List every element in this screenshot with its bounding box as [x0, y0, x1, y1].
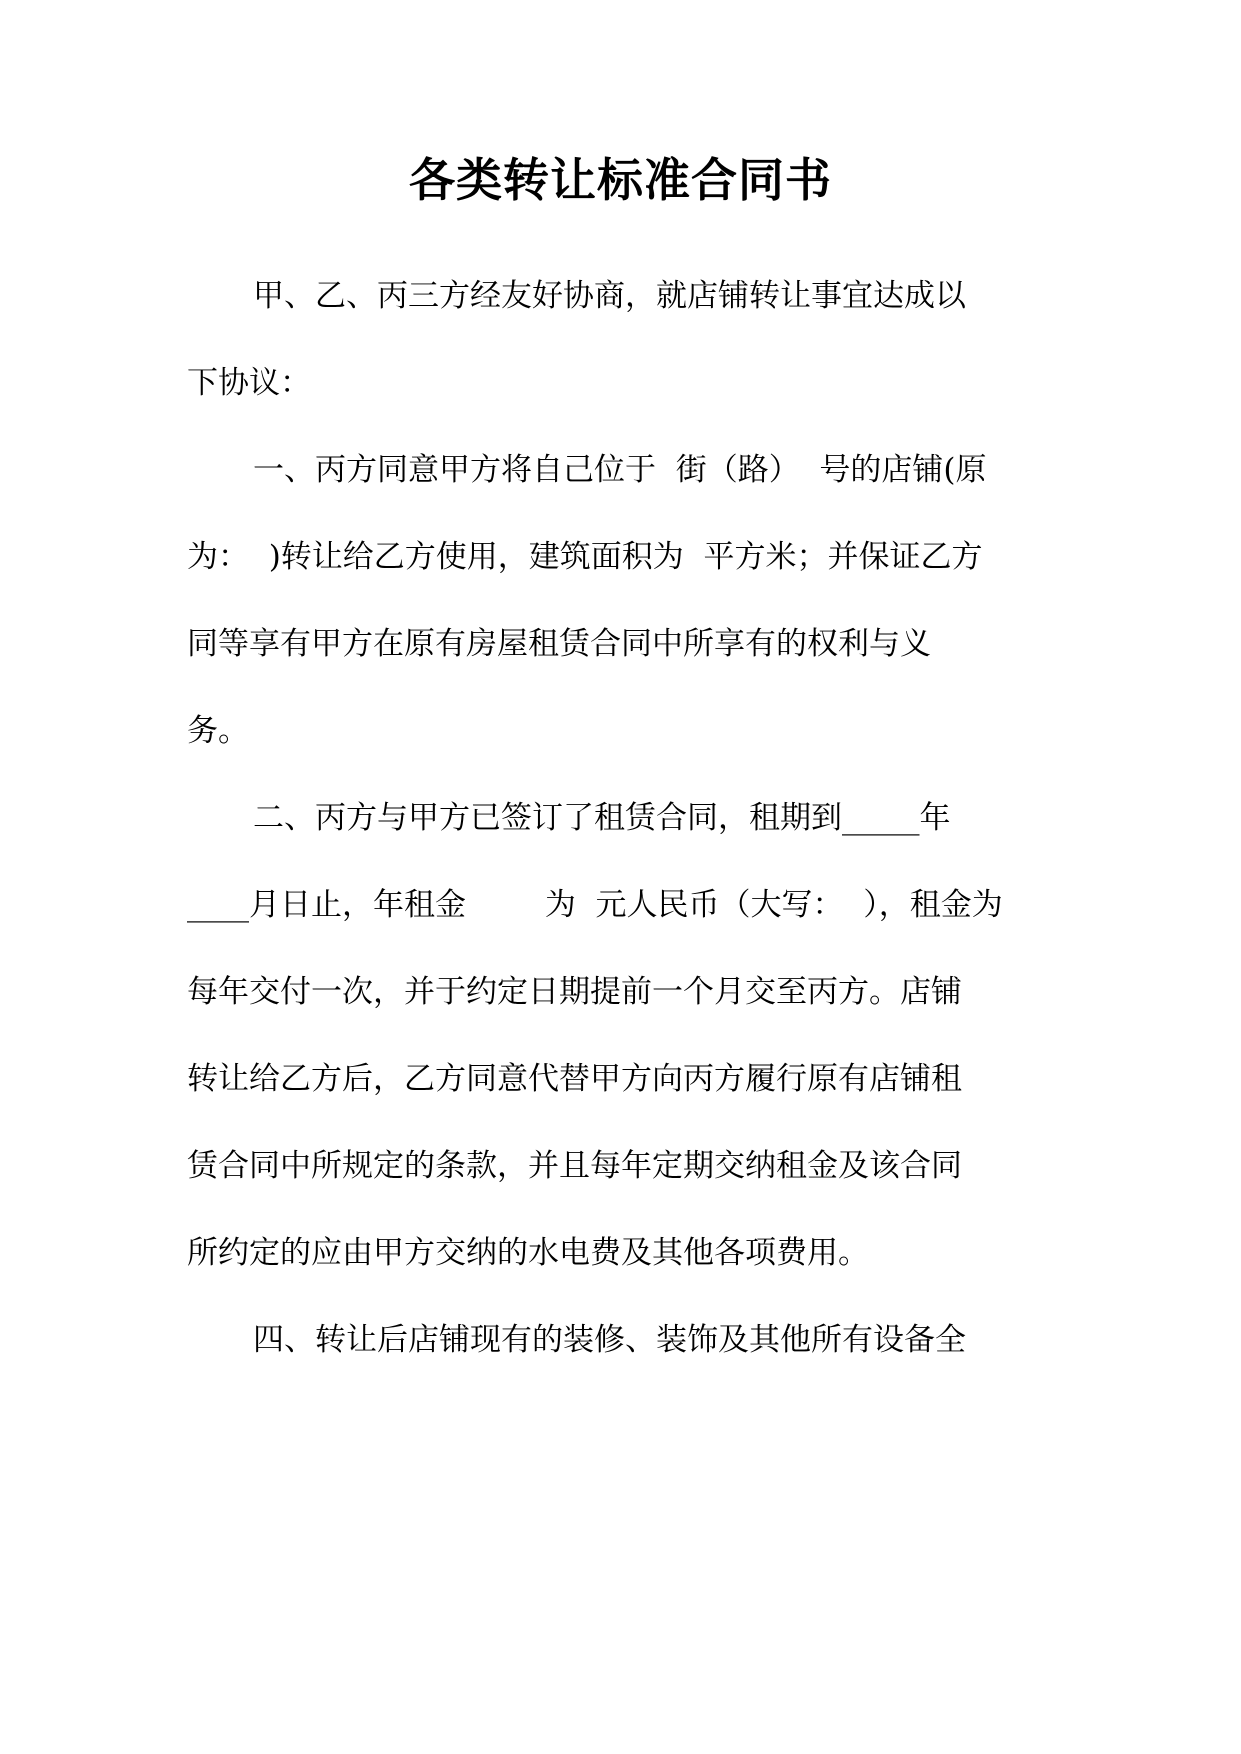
- clause-1-line-3: 同等享有甲方在原有房屋租赁合同中所享有的权利与义: [187, 626, 931, 662]
- clause-2-line-6: 所约定的应由甲方交纳的水电费及其他各项费用。: [187, 1235, 869, 1271]
- paragraph-intro-line-2: 下协议：: [187, 365, 311, 401]
- clause-1-line-2: 为： )转让给乙方使用，建筑面积为 平方米；并保证乙方: [187, 539, 983, 575]
- clause-1-line-4: 务。: [187, 713, 249, 749]
- paragraph-intro-line-1: 甲、乙、丙三方经友好协商，就店铺转让事宜达成以: [253, 278, 966, 314]
- clause-2-line-4: 转让给乙方后，乙方同意代替甲方向丙方履行原有店铺租: [187, 1061, 962, 1097]
- clause-2-line-1: 二、丙方与甲方已签订了租赁合同，租期到_____年: [253, 800, 951, 836]
- clause-4-line-1: 四、转让后店铺现有的装修、装饰及其他所有设备全: [253, 1322, 966, 1358]
- document-title: 各类转让标准合同书: [409, 153, 832, 207]
- clause-2-line-2: ____月日止，年租金 为 元人民币（大写： ），租金为: [187, 887, 1003, 923]
- clause-2-line-5: 赁合同中所规定的条款，并且每年定期交纳租金及该合同: [187, 1148, 962, 1184]
- clause-1-line-1: 一、丙方同意甲方将自己位于 街（路） 号的店铺(原: [253, 452, 987, 488]
- clause-2-line-3: 每年交付一次，并于约定日期提前一个月交至丙方。店铺: [187, 974, 962, 1010]
